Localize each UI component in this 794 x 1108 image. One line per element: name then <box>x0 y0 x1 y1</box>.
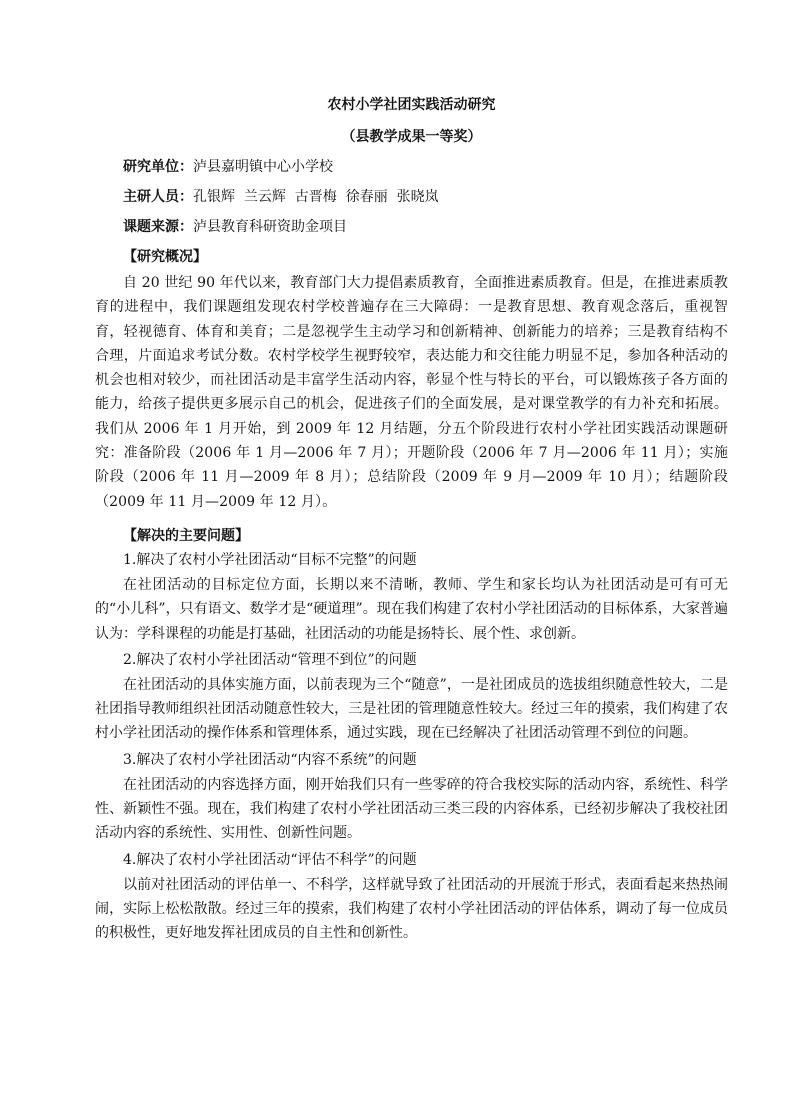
document-subtitle: （县教学成果一等奖） <box>341 129 482 145</box>
overview-heading: 【研究概况】 <box>123 249 207 265</box>
document-title: 农村小学社团实践活动研究 <box>327 97 496 113</box>
problem-1-body: 在社团活动的目标定位方面，长期以来不清晰，教师、学生和家长均认为社团活动是可有可无的“小儿科”，只有语文、数学才是“硬道理”。现在我们构建了农村小学社团活动的目标体系，大家普遍认为：学科课程的功能是打基础，社团活动的功能是扬特长、展个性、求创新。 <box>95 576 728 642</box>
problem-3-title: 3.解决了农村小学社团活动“内容不系统”的问题 <box>123 751 417 768</box>
researchers-label: 主研人员： <box>123 189 193 205</box>
source-value: 泸县教育科研资助金项目 <box>193 219 347 235</box>
problem-4-title: 4.解决了农村小学社团活动“评估不科学”的问题 <box>123 851 417 868</box>
researchers-line <box>123 187 728 207</box>
overview-paragraph: 自 20 世纪 90 年代以来，教育部门大力提倡素质教育，全面推进素质教育。但是，在推进素质教育的进程中，我们课题组发现农村学校普遍存在三大障碍：一是教育思想、教育观念落后，重视智育，轻视德育、体育和美育；二是忽视学生主动学习和创新精神、创新能力的培养；三是教育结构不合理，片面追求考试分数。农村学校学生视野较窄，表达能力和交往能力明显不足，参加各种活动的机会也相对较少，而社团活动是丰富学生活动内容，彰显个性与特长的平台，可以锻炼孩子各方面的能力，给孩子提供更多展示自己的机会，促进孩子们的全面发展，是对课堂教学的有力补充和拓展。我们从 2006 年 1 月开始，到 2009 年 12 月结题，分五个阶段进行农村小学社团实践活动课题研究：准备阶段（2006 年 1 月—2006 年 7 月）；开题阶段（2006 年 7 月—2006 年 11 月）；实施阶段（2006 年 11 月—2009 年 8 月）；总结阶段（2009 年 9 月—2009 年 10 月）；结题阶段（2009 年 11 月—2009 年 12 月）。 <box>95 275 728 510</box>
problem-3-body: 在社团活动的内容选择方面，刚开始我们只有一些零碎的符合我校实际的活动内容，系统性、科学性、新颖性不强。现在，我们构建了农村小学社团活动三类三段的内容体系，已经初步解决了我校社团活动内容的系统性、实用性、创新性问题。 <box>95 776 728 842</box>
source-line <box>123 217 728 237</box>
problem-2-title: 2.解决了农村小学社团活动“管理不到位”的问题 <box>123 651 417 668</box>
problem-4-body: 以前对社团活动的评估单一、不科学，这样就导致了社团活动的开展流于形式，表面看起来热热闹闹，实际上松松散散。经过三年的摸索，我们构建了农村小学社团活动的评估体系，调动了每一位成员的积极性，更好地发挥社团成员的自主性和创新性。 <box>95 876 728 942</box>
problem-1-title: 1.解决了农村小学社团活动“目标不完整”的问题 <box>123 551 417 568</box>
research-unit-label: 研究单位： <box>123 159 193 175</box>
document-content <box>95 95 728 946</box>
researchers-value: 孔银辉 兰云辉 古晋梅 徐春丽 张晓岚 <box>193 189 439 205</box>
research-unit-value: 泸县嘉明镇中心小学校 <box>193 159 333 175</box>
problems-heading: 【解决的主要问题】 <box>123 527 249 544</box>
problem-2-body: 在社团活动的具体实施方面，以前表现为三个“随意”，一是社团成员的选拔组织随意性较大，二是社团指导教师组织社团活动随意性较大，三是社团的管理随意性较大。经过三年的摸索，我们构建了农村小学社团活动的操作体系和管理体系，通过实践，现在已经解决了社团活动管理不到位的问题。 <box>95 676 728 742</box>
research-unit-line <box>123 157 728 177</box>
source-label: 课题来源： <box>123 219 193 235</box>
